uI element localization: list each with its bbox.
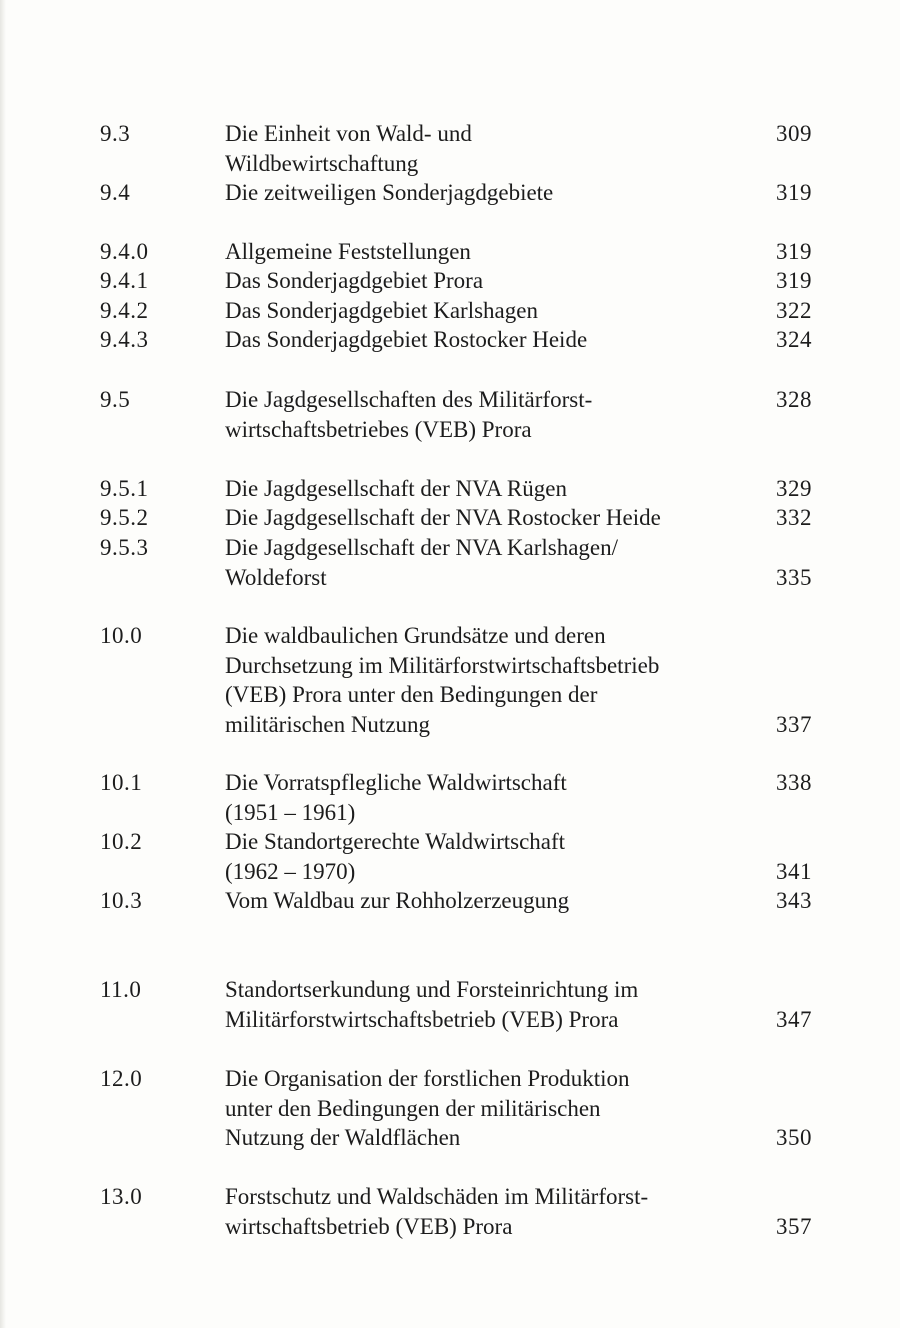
section-title-line: Vom Waldbau zur Rohholzerzeugung — [225, 888, 570, 913]
section-title-line: wirtschaftsbetriebes (VEB) Prora — [225, 416, 532, 442]
section-number: 9.4.2 — [100, 298, 149, 323]
section-title — [225, 503, 755, 533]
page-number: 319 — [776, 239, 812, 264]
section-title — [225, 886, 755, 916]
page-number: 329 — [776, 476, 812, 501]
section-title-line: Das Sonderjagdgebiet Rostocker Heide — [225, 327, 588, 352]
section-number: 9.5.1 — [100, 476, 149, 501]
page-number: 324 — [776, 327, 812, 352]
section-title — [225, 119, 755, 178]
section-number: 9.5.2 — [100, 505, 149, 530]
section-title-line: (1951 – 1961) — [225, 799, 356, 825]
section-title-line: Die zeitweiligen Sonderjagdgebiete — [225, 180, 554, 205]
section-title-line: Die waldbaulichen Grundsätze und deren — [225, 623, 606, 648]
page-number: 319 — [776, 180, 812, 205]
section-title-line: Allgemeine Feststellungen — [225, 239, 471, 264]
section-number: 9.5 — [100, 387, 131, 412]
section-title — [225, 1064, 755, 1153]
section-number: 9.5.3 — [100, 535, 149, 560]
section-number: 10.3 — [100, 888, 143, 913]
page-number: 357 — [776, 1213, 812, 1239]
section-number: 9.4.1 — [100, 268, 149, 293]
section-title-line: Die Jagdgesellschaft der NVA Karlshagen/ — [225, 535, 619, 560]
page-number: 322 — [776, 298, 812, 323]
page-number: 328 — [776, 387, 812, 412]
section-number: 12.0 — [100, 1066, 143, 1091]
page-number: 338 — [776, 770, 812, 795]
section-title — [225, 178, 755, 208]
section-title-line: Die Jagdgesellschaft der NVA Rügen — [225, 476, 567, 501]
section-number: 10.1 — [100, 770, 143, 795]
page-number: 347 — [776, 1006, 812, 1032]
section-title-line: Forstschutz und Waldschäden im Militärforst- — [225, 1184, 649, 1209]
page-number: 350 — [776, 1125, 812, 1150]
section-title-line: militärischen Nutzung — [225, 711, 431, 737]
page-number: 343 — [776, 888, 812, 913]
section-title-line: Die Vorratspflegliche Waldwirtschaft — [225, 770, 567, 795]
section-title-line: Die Jagdgesellschaften des Militärforst- — [225, 387, 593, 412]
section-title — [225, 1182, 755, 1241]
section-title — [225, 768, 755, 827]
section-number: 9.3 — [100, 121, 131, 146]
section-title-line: Standortserkundung und Forsteinrichtung im — [225, 977, 639, 1002]
section-title — [225, 385, 755, 444]
page-number: 337 — [776, 711, 812, 737]
section-number: 10.2 — [100, 829, 143, 854]
page-number: 332 — [776, 505, 812, 530]
section-title — [225, 266, 755, 296]
section-title — [225, 533, 755, 592]
section-title — [225, 237, 755, 267]
page-number: 319 — [776, 268, 812, 293]
section-title-line: unter den Bedingungen der militärischen — [225, 1095, 601, 1121]
section-title-line: Die Standortgerechte Waldwirtschaft — [225, 829, 566, 854]
section-title-line: (1962 – 1970) — [225, 858, 356, 884]
section-title — [225, 474, 755, 504]
section-title — [225, 325, 755, 355]
section-title-line: Das Sonderjagdgebiet Karlshagen — [225, 298, 538, 323]
section-title — [225, 975, 755, 1034]
section-title-line: Militärforstwirtschaftsbetrieb (VEB) Prora — [225, 1006, 619, 1032]
page-number: 309 — [776, 121, 812, 146]
section-title-line: Die Jagdgesellschaft der NVA Rostocker Heide — [225, 505, 661, 530]
section-title — [225, 621, 755, 739]
section-title-line: wirtschaftsbetrieb (VEB) Prora — [225, 1213, 513, 1239]
section-number: 11.0 — [100, 977, 142, 1002]
section-title-line: Wildbewirtschaftung — [225, 150, 419, 176]
section-number: 10.0 — [100, 623, 143, 648]
section-number: 9.4.0 — [100, 239, 149, 264]
page-number: 335 — [776, 564, 812, 590]
section-title-line: Die Organisation der forstlichen Produktion — [225, 1066, 630, 1091]
section-number: 9.4 — [100, 180, 131, 205]
section-title — [225, 296, 755, 326]
section-title-line: Die Einheit von Wald- und — [225, 121, 472, 146]
section-title-line: Woldeforst — [225, 564, 327, 590]
section-title-line: Durchsetzung im Militärforstwirtschaftsbetrieb — [225, 652, 660, 678]
section-title-line: Das Sonderjagdgebiet Prora — [225, 268, 484, 293]
section-title-line: (VEB) Prora unter den Bedingungen der — [225, 682, 598, 707]
section-number: 9.4.3 — [100, 327, 149, 352]
page-number: 341 — [776, 858, 812, 884]
section-title-line: Nutzung der Waldflächen — [225, 1125, 461, 1150]
section-number: 13.0 — [100, 1184, 143, 1209]
section-title — [225, 827, 755, 886]
